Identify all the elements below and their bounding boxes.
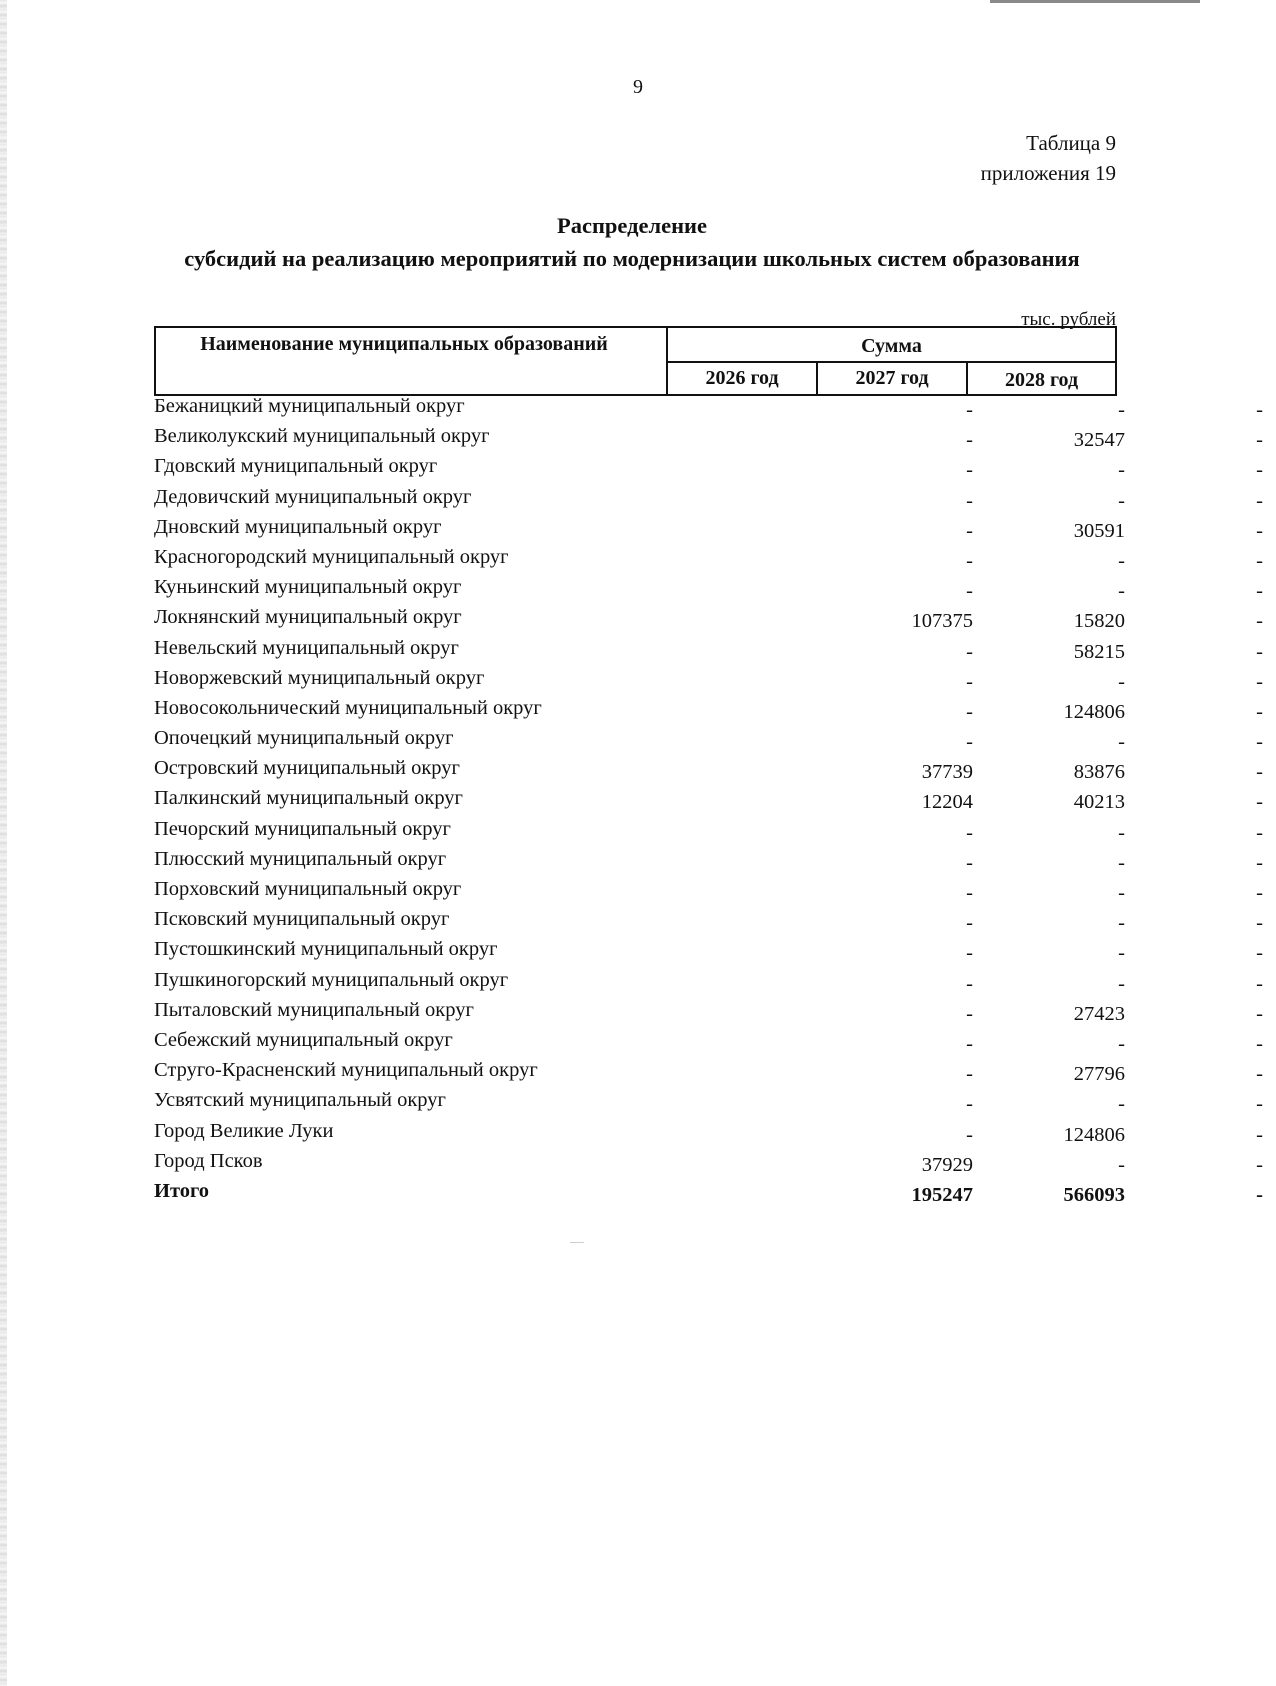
value-2028: - [1256, 1093, 1263, 1116]
table-row [154, 1118, 1263, 1148]
value-2026: - [966, 942, 973, 965]
table-row [154, 755, 1263, 785]
table-row [154, 816, 1263, 846]
table-row [154, 967, 1263, 997]
row-name: Струго-Красненский муниципальный округ [154, 1059, 538, 1082]
value-2028: - [1256, 459, 1263, 482]
table-header [154, 326, 1115, 395]
total-row [154, 1178, 1263, 1208]
value-2026: - [966, 1002, 973, 1025]
value-2026: - [966, 972, 973, 995]
value-2028: - [1256, 972, 1263, 995]
row-name: Усвятский муниципальный округ [154, 1089, 446, 1112]
row-name: Новосокольнический муниципальный округ [154, 696, 542, 719]
value-2027: - [1118, 972, 1125, 995]
value-2028: - [1256, 489, 1263, 512]
header-sum: Сумма [861, 335, 922, 357]
document-title: Распределение [556, 213, 708, 238]
value-2027: 58215 [1073, 640, 1125, 663]
value-2026: - [966, 489, 973, 512]
value-2026: - [966, 882, 973, 904]
value-2026: - [966, 459, 973, 482]
scan-mark [570, 1242, 584, 1243]
total-2028: - [1256, 1183, 1263, 1206]
table-row [154, 725, 1263, 755]
value-2028: - [1256, 610, 1263, 633]
value-2028: - [1256, 1153, 1263, 1176]
table-row [154, 544, 1263, 574]
row-name: Псковский муниципальный округ [154, 908, 450, 931]
table-row [154, 1027, 1263, 1057]
value-2027: 32547 [1073, 429, 1125, 452]
table-reference [981, 128, 1116, 188]
header-year-2026: 2026 год [705, 367, 779, 389]
row-name: Порховский муниципальный округ [154, 878, 462, 900]
value-2028: - [1256, 399, 1263, 421]
value-2027: - [1118, 670, 1125, 693]
value-2027: - [1118, 942, 1125, 965]
value-2027: 40213 [1073, 791, 1125, 814]
total-2027: 566093 [1063, 1183, 1125, 1206]
value-2026: 37739 [921, 761, 973, 784]
value-2028: - [1256, 549, 1263, 572]
value-2028: - [1256, 519, 1263, 542]
table-row [154, 1057, 1263, 1087]
row-name: Островский муниципальный округ [154, 757, 460, 780]
header-year-2027: 2027 год [855, 367, 929, 389]
table-row [154, 604, 1263, 634]
table-body [154, 393, 1263, 1208]
row-name: Пыталовский муниципальный округ [154, 998, 474, 1021]
appendix-number: приложения 19 [980, 161, 1116, 185]
value-2028: - [1256, 1002, 1263, 1025]
value-2026: - [966, 851, 973, 874]
value-2028: - [1256, 1123, 1263, 1146]
row-name: Себежский муниципальный округ [154, 1028, 453, 1051]
value-2028: - [1256, 700, 1263, 723]
table-row [154, 906, 1263, 936]
value-2027: 27423 [1073, 1002, 1125, 1025]
header-name: Наименование муниципальных образований [200, 333, 608, 355]
row-name: Невельский муниципальный округ [154, 636, 459, 659]
scan-edge-left [0, 0, 7, 1686]
row-name: Город Великие Луки [154, 1119, 334, 1142]
table-row [154, 1087, 1263, 1117]
table-row [154, 484, 1263, 514]
value-2026: - [966, 549, 973, 572]
total-2026: 195247 [911, 1183, 973, 1206]
value-2028: - [1256, 791, 1263, 814]
value-2028: - [1256, 429, 1263, 452]
row-name: Дновский муниципальный округ [154, 515, 442, 538]
value-2027: - [1118, 489, 1125, 512]
value-2027: - [1118, 882, 1125, 904]
table-row [154, 785, 1263, 815]
row-name: Локнянский муниципальный округ [154, 606, 462, 629]
scan-edge-top [990, 0, 1200, 3]
value-2026: 107375 [911, 610, 973, 633]
value-2026: - [966, 1123, 973, 1146]
row-name: Печорский муниципальный округ [154, 817, 451, 840]
table-number: Таблица 9 [1026, 131, 1116, 155]
row-name: Город Псков [154, 1149, 263, 1172]
row-name: Бежаницкий муниципальный округ [154, 395, 465, 417]
value-2027: - [1118, 851, 1125, 874]
value-2028: - [1256, 731, 1263, 754]
value-2026: - [966, 731, 973, 754]
row-name: Новоржевский муниципальный округ [154, 666, 485, 689]
table-row [154, 514, 1263, 544]
value-2026: - [966, 912, 973, 935]
table-row [154, 423, 1263, 453]
value-2026: 12204 [921, 791, 973, 814]
header-divider [666, 361, 1115, 363]
value-2028: - [1256, 1063, 1263, 1086]
row-name: Плюсский муниципальный округ [154, 847, 447, 870]
table-row [154, 695, 1263, 725]
row-name: Дедовичский муниципальный округ [154, 485, 472, 508]
value-2028: - [1256, 851, 1263, 874]
value-2027: 83876 [1073, 761, 1125, 784]
value-2027: 15820 [1073, 610, 1125, 633]
value-2027: - [1118, 580, 1125, 603]
value-2027: 124806 [1063, 700, 1125, 723]
value-2028: - [1256, 821, 1263, 844]
value-2028: - [1256, 882, 1263, 904]
value-2027: - [1118, 1032, 1125, 1055]
value-2027: - [1118, 821, 1125, 844]
value-2026: - [966, 429, 973, 452]
row-name: Гдовский муниципальный округ [154, 455, 438, 478]
table-row [154, 393, 1263, 423]
value-2027: - [1118, 731, 1125, 754]
row-name: Пустошкинский муниципальный округ [154, 938, 498, 961]
row-name: Великолукский муниципальный округ [154, 425, 490, 448]
value-2026: 37929 [921, 1153, 973, 1176]
value-2027: 124806 [1063, 1123, 1125, 1146]
table-row [154, 997, 1263, 1027]
value-2026: - [966, 1063, 973, 1086]
row-name: Красногородский муниципальный округ [154, 545, 509, 568]
value-2027: - [1118, 1093, 1125, 1116]
row-name: Куньинский муниципальный округ [154, 576, 462, 599]
table-row [154, 846, 1263, 876]
header-year-2028: 2028 год [1004, 369, 1079, 391]
value-2028: - [1256, 942, 1263, 965]
value-2027: - [1118, 912, 1125, 935]
value-2027: - [1118, 1153, 1125, 1176]
value-2028: - [1256, 640, 1263, 663]
value-2026: - [966, 670, 973, 693]
units-label: тыс. рублей [1021, 309, 1116, 330]
table-row [154, 453, 1263, 483]
row-name: Пушкиногорский муниципальный округ [154, 968, 509, 991]
value-2027: - [1118, 399, 1125, 421]
table-row [154, 936, 1263, 966]
value-2027: - [1118, 459, 1125, 482]
value-2026: - [966, 700, 973, 723]
value-2028: - [1256, 1032, 1263, 1055]
table-row [154, 635, 1263, 665]
value-2026: - [966, 821, 973, 844]
value-2026: - [966, 1032, 973, 1055]
row-name: Палкинский муниципальный округ [154, 787, 463, 810]
value-2026: - [966, 580, 973, 603]
value-2027: 27796 [1073, 1063, 1125, 1086]
value-2026: - [966, 519, 973, 542]
total-label: Итого [154, 1179, 210, 1202]
row-name: Опочецкий муниципальный округ [154, 727, 454, 750]
value-2026: - [966, 640, 973, 663]
value-2027: - [1118, 549, 1125, 572]
value-2027: 30591 [1073, 519, 1125, 542]
value-2028: - [1256, 912, 1263, 935]
table-row [154, 574, 1263, 604]
value-2028: - [1256, 670, 1263, 693]
page-number: 9 [633, 76, 643, 98]
value-2026: - [966, 399, 973, 421]
value-2028: - [1256, 580, 1263, 603]
table-row [154, 665, 1263, 695]
value-2028: - [1256, 761, 1263, 784]
value-2026: - [966, 1093, 973, 1116]
table-row [154, 876, 1263, 906]
document-subtitle: субсидий на реализацию мероприятий по модернизации школьных систем образования [184, 246, 1080, 271]
table-row [154, 1148, 1263, 1178]
